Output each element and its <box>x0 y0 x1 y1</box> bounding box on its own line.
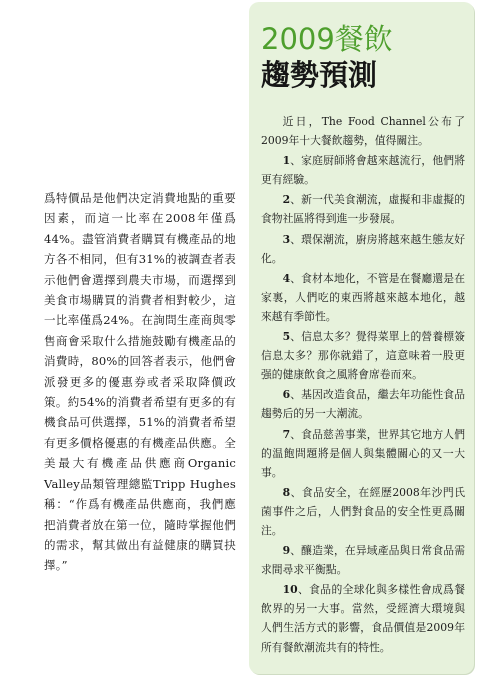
trend-item-number: 5 <box>282 330 291 344</box>
sidebar-intro: 近日，The Food Channel公布了2009年十大餐飲趨勢，值得關注。 <box>261 115 465 148</box>
article-paragraph: 爲特價品是他們决定消費地點的重要因素，而這一比率在2008年僅爲44%。盡管消費者購買有機產品的地方各不相同，但有31%的被調查者表示他們會選擇到農夫市場，而選擇到美食市場購買的消費者相對較少，這一比率僅爲24%。在詢問生產商與零售商會采取什么措施鼓勵有機產品的消費時，80%的回答者表示，他們會派發更多的優惠券或者采取降價政策。約54%的消費者希望有更多的有機食品可供選擇，51%的消費者希望有更多價格優惠的有機產品供應。全美最大有機產品供應商Organic Valley品類管理總監Tripp Hughes稱：“作爲有機產品供應商，我們應把消費者放在第一位，隨時掌握他們的需求，幫其做出有益健康的購買抉擇。” <box>44 191 236 573</box>
trend-sidebar-box <box>249 2 474 674</box>
trend-item-text: 、食品的全球化與多樣性會成爲餐飲界的另一大事。當然，受經濟大環境與人們生活方式的影響，食品價值是2009年所有餐飲潮流共有的特性。 <box>261 583 465 654</box>
trend-item-number: 8 <box>282 485 291 499</box>
trend-item-number: 10 <box>282 583 298 597</box>
trend-item-text: 、食品安全，在經歷2008年沙門氏菌事件之后，人們對食品的安全性更爲關注。 <box>261 485 465 537</box>
trend-item-text: 、食材本地化，不管是在餐廳還是在家裏，人們吃的東西將越來越本地化，越來越有季節性。 <box>261 271 465 323</box>
trend-item-text: 、信息太多？覺得菜單上的營養標簽信息太多？那你就錯了，這意味着一股更强的健康飲食之風將會席卷而來。 <box>261 330 465 382</box>
trend-item-text: 、釀造業，在异域產品與日常食品需求間尋求平衡點。 <box>261 544 465 577</box>
trend-item <box>261 269 465 326</box>
trend-item-text: 、基因改造食品，繼去年功能性食品趨勢后的另一大潮流。 <box>261 388 465 421</box>
trend-item-text: 、食品慈善事業，世界其它地方人們的温飽問題將是個人與集體關心的又一大事。 <box>261 427 465 479</box>
trend-item <box>261 483 465 540</box>
trend-item <box>261 385 465 423</box>
trend-item <box>261 425 465 482</box>
sidebar-title-line1: 2009餐飲 <box>261 22 393 56</box>
trend-item <box>261 190 465 228</box>
trend-item-number: 7 <box>282 427 291 441</box>
trend-item <box>261 541 465 579</box>
trend-item <box>261 151 465 189</box>
trend-item-text: 、環保潮流，廚房將越來越生態友好化。 <box>261 232 465 265</box>
trend-item-number: 6 <box>282 388 291 402</box>
sidebar-body <box>261 112 465 658</box>
trend-item-text: 、家庭厨師將會越來越流行，他們將更有經驗。 <box>261 154 465 187</box>
trend-item-text: 、新一代美食潮流，虛擬和非虛擬的食物社區將得到進一步發展。 <box>261 193 465 226</box>
trend-item-number: 2 <box>282 193 291 207</box>
trend-item <box>261 580 465 656</box>
article-left-column <box>44 188 236 576</box>
trend-item-number: 1 <box>282 154 291 168</box>
sidebar-title-line2: 趨勢預測 <box>261 58 378 92</box>
trend-item <box>261 327 465 384</box>
trend-item-number: 9 <box>282 544 291 558</box>
trend-item <box>261 230 465 268</box>
trend-item-number: 4 <box>282 271 291 285</box>
trend-item-number: 3 <box>282 232 291 246</box>
